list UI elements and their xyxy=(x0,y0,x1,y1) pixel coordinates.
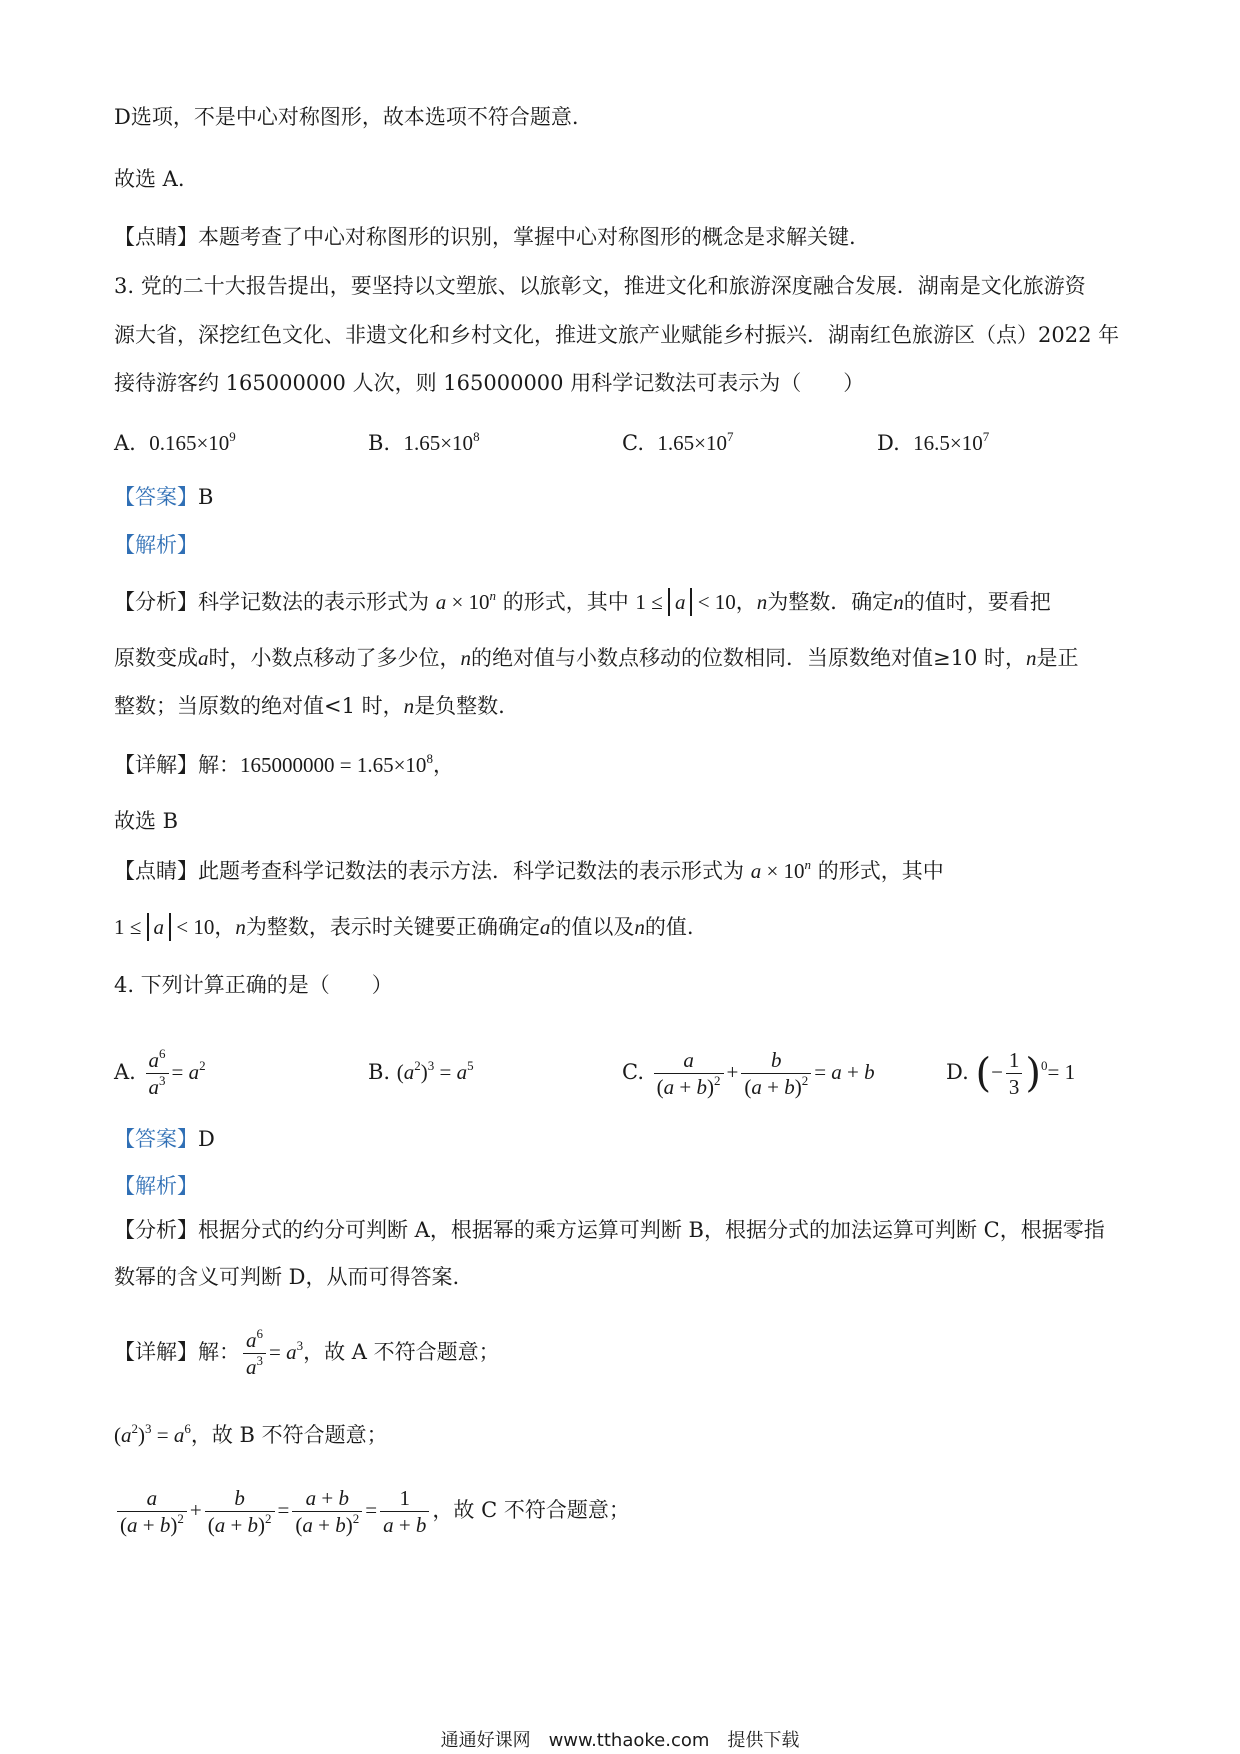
question-3-line-2: 源大省，深挖红色文化、非遗文化和乡村文化，推进文旅产业赋能乡村振兴．湖南红色旅游区（点）2022 年 xyxy=(114,323,1120,347)
dianjing-line-2: 1 ≤ a < 10，n为整数，表示时关键要正确确定a的值以及n的值. xyxy=(114,915,694,939)
option-d: D. $16.5\times 10^7$ xyxy=(877,429,990,455)
guxuan-line: 故选 B xyxy=(114,809,179,833)
answer-tag: 【答案】 xyxy=(114,485,198,509)
question-3-line-3: 接待游客约 165000000 人次，则 165000000 用科学记数法可表示为（ ） xyxy=(114,371,865,395)
option-d: D. (− $\frac{1}{3}$ )$^0$= 1 xyxy=(946,1048,1076,1099)
option-a: A. $0.165\times 10^9$ xyxy=(114,429,236,455)
option-b: B. $1.65\times 10^8$ xyxy=(368,429,480,455)
jiexi-tag: 【解析】 xyxy=(114,1174,198,1198)
option-c: C. $\frac{a}{(a + b)^2}$ + $\frac{b}{(a + b)^2}$ = a + b xyxy=(622,1048,875,1099)
text-line: D选项，不是中心对称图形，故本选项不符合题意. xyxy=(114,105,579,129)
answer-line xyxy=(114,1124,215,1154)
fenxi-line-3: 整数；当原数的绝对值<1 时，n是负整数. xyxy=(114,694,505,718)
xiangjie-line-1: 【详解】解： $\frac{a^6}{a^3}$ = $a^3$，故 A 不符合题意； xyxy=(114,1326,500,1379)
dianjing-line: 【点睛】本题考查了中心对称图形的识别，掌握中心对称图形的概念是求解关键. xyxy=(114,225,856,249)
answer-tag: 【答案】 xyxy=(114,1127,198,1151)
xiangjie-line: 【详解】解：$165000000 = 1.65\times 10^8$， xyxy=(114,751,454,777)
answer-value: D xyxy=(198,1127,215,1151)
option-b: B. $(a^2)^3 = a^5$ xyxy=(368,1058,474,1084)
fenxi-line-2: 数幂的含义可判断 D，从而可得答案. xyxy=(114,1265,460,1289)
question-3-line-1: 3. 党的二十大报告提出，要坚持以文塑旅、以旅彰文，推进文化和旅游深度融合发展．湖南是文化旅游资 xyxy=(114,274,1086,298)
footer-text: 通通好课网 www.tthaoke.com 提供下载 xyxy=(440,1730,800,1751)
xiangjie-line-3: $\frac{a}{(a + b)^2}$ + $\frac{b}{(a + b)^2}$ = $\frac{a + b}{(a + b)^2}$ = $\frac{1}{a + b}$ ，故 C 不符合题意； xyxy=(114,1480,630,1540)
answer-value: B xyxy=(198,485,214,509)
question-4-line: 4. 下列计算正确的是（ ） xyxy=(114,973,393,997)
answer-line xyxy=(114,482,213,512)
option-a: A. $\frac{a^6}{a^3}$ = $a^2$ xyxy=(114,1046,206,1099)
text-line: 故选 A. xyxy=(114,167,185,191)
option-c: C. $1.65\times 10^7$ xyxy=(622,429,734,455)
fenxi-line-2: 原数变成a时，小数点移动了多少位，n的绝对值与小数点移动的位数相同．当原数绝对值≥10 时，n是正 xyxy=(114,646,1079,670)
jiexi-tag: 【解析】 xyxy=(114,533,198,557)
xiangjie-line-2: $(a^2)^3 = a^6$，故 B 不符合题意； xyxy=(114,1421,388,1447)
fenxi-line-1: 【分析】科学记数法的表示形式为 $a \times 10^n$ 的形式，其中 1 ≤ a < 10，n为整数．确定n的值时，要看把 xyxy=(114,588,1051,614)
fenxi-line-1: 【分析】根据分式的约分可判断 A，根据幂的乘方运算可判断 B，根据分式的加法运算可判断 C，根据零指 xyxy=(114,1218,1105,1242)
dianjing-line-1: 【点睛】此题考查科学记数法的表示方法．科学记数法的表示形式为 $a \times 10^n$ 的形式，其中 xyxy=(114,857,944,883)
